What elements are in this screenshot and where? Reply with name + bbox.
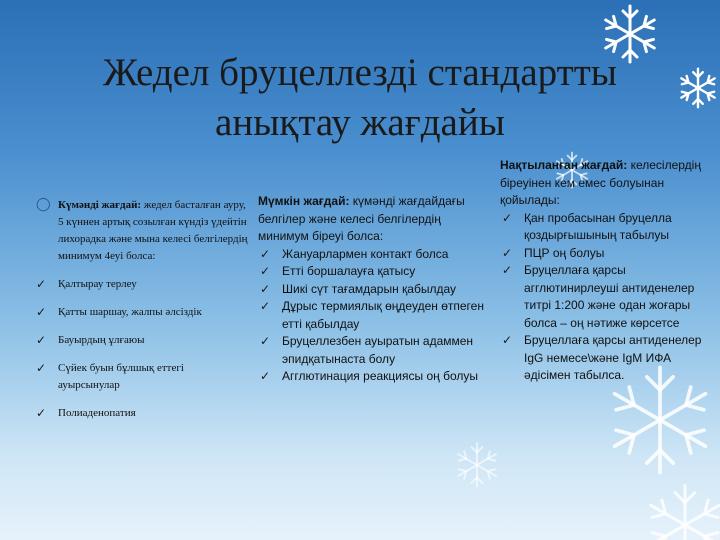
probable-case-column xyxy=(258,193,492,386)
checkmark-icon: ✓ xyxy=(502,333,513,347)
checkmark-icon: ✓ xyxy=(260,246,271,261)
list-item-text: ПЦР оң болуы xyxy=(524,245,605,260)
probable-case-text: күмәнді жағдайдағы белгілер және келесі белгілердің минимум біреуі болса: xyxy=(258,194,465,243)
list-item-text: Қатты шаршау, жалпы әлсіздік xyxy=(58,306,202,318)
slide-title-line-1: Жедел бруцеллезді стандартты xyxy=(103,51,617,94)
confirmed-case-list xyxy=(500,210,714,385)
slide-title-line-2: анықтау жағдайы xyxy=(215,101,505,144)
list-item xyxy=(500,245,714,263)
checkmark-icon: ✓ xyxy=(260,369,271,383)
checkmark-icon: ✓ xyxy=(36,277,47,291)
checkmark-icon: ✓ xyxy=(36,406,47,420)
list-item-text: Сүйек буын бұлшық еттегі ауырсынулар xyxy=(58,362,184,391)
list-item xyxy=(258,298,492,333)
list-item-text: Жануарлармен контакт болса xyxy=(282,246,449,261)
list-item-text: Қалтырау терлеу xyxy=(58,278,137,290)
checkmark-icon: ✓ xyxy=(36,361,47,375)
suspected-case-label: Күмәнді жағдай: xyxy=(58,199,142,211)
list-item xyxy=(258,263,492,281)
suspected-case-lead xyxy=(34,197,248,265)
list-item xyxy=(34,332,248,349)
list-item-text: Дұрыс термиялық өңдеуден өтпеген етті қабылдау xyxy=(282,299,484,331)
list-item xyxy=(258,281,492,299)
slide-title xyxy=(60,48,660,148)
probable-case-lead xyxy=(258,193,492,246)
probable-case-label: Мүмкін жағдай: xyxy=(258,194,350,208)
confirmed-case-lead xyxy=(500,157,714,210)
suspected-case-text: жедел басталған ауру, 5 күннен артық созылған күндіз үдейтін лихорадка және мына келесі белгілердің минимум 4еуі болса: xyxy=(58,199,248,262)
snowflake-icon xyxy=(640,480,720,540)
list-item-text: Агглютинация реакциясы оң болуы xyxy=(282,369,478,383)
list-item xyxy=(500,262,714,332)
list-item xyxy=(34,304,248,321)
list-item xyxy=(500,332,714,385)
list-item xyxy=(258,368,492,386)
list-item-text: Қан пробасынан бруцелла қоздырғышының табылуы xyxy=(524,210,672,242)
probable-case-list xyxy=(258,246,492,386)
list-item-text: Етті боршалауға қатысу xyxy=(282,264,416,278)
checkmark-icon: ✓ xyxy=(502,245,513,260)
list-item xyxy=(258,333,492,368)
confirmed-case-text: келесілердің біреуінен кем емес болуынан қойылады: xyxy=(500,158,701,207)
confirmed-case-column xyxy=(500,157,714,385)
checkmark-icon: ✓ xyxy=(260,334,271,348)
ring-bullet-icon: ◯ xyxy=(36,197,51,212)
list-item xyxy=(258,246,492,264)
list-item xyxy=(34,405,248,422)
list-item-text: Бруцеллаға қарсы агглютинирлеуші антиденелер титрі 1:200 және одан жоғары болса – оң нәтиже көрсетсе xyxy=(524,263,695,330)
list-item xyxy=(500,210,714,245)
list-item xyxy=(34,360,248,394)
snowflake-icon xyxy=(452,440,502,490)
list-item-text: Бауырдың ұлғаюы xyxy=(58,334,145,346)
checkmark-icon: ✓ xyxy=(260,264,271,278)
confirmed-case-label: Нақтыланған жағдай: xyxy=(500,158,628,172)
snowflake-icon xyxy=(676,66,720,110)
checkmark-icon: ✓ xyxy=(36,333,47,347)
checkmark-icon: ✓ xyxy=(502,210,513,225)
suspected-case-column xyxy=(34,197,248,422)
list-item-text: Бруцеллезбен ауыратын адаммен эпидқатынаста болу xyxy=(282,334,474,366)
list-item xyxy=(34,276,248,293)
checkmark-icon: ✓ xyxy=(260,299,271,313)
checkmark-icon: ✓ xyxy=(260,281,271,296)
list-item-text: Бруцеллаға қарсы антиденелер IgG немесе\және IgM ИФА әдісімен табылса. xyxy=(524,333,702,382)
list-item-text: Шикі сүт тағамдарын қабылдау xyxy=(282,281,457,296)
checkmark-icon: ✓ xyxy=(502,263,513,277)
suspected-case-list xyxy=(34,197,248,422)
list-item-text: Полиаденопатия xyxy=(58,407,136,419)
checkmark-icon: ✓ xyxy=(36,305,47,319)
